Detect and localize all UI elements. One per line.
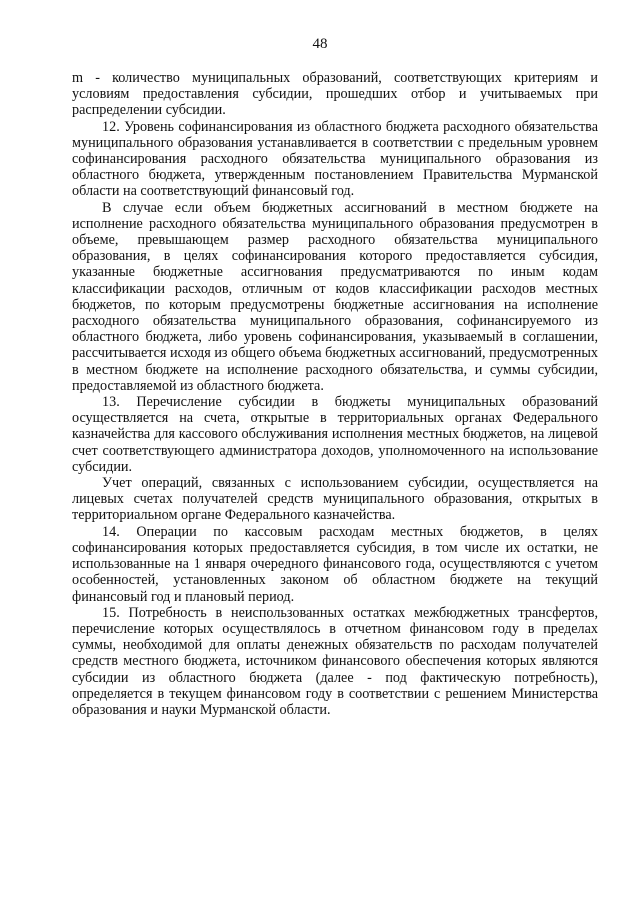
page-number: 48: [312, 36, 328, 52]
paragraph-15-unused-balances: 15. Потребность в неиспользованных остатках межбюджетных трансфертов, перечисление которых осуществлялось в отчетном финансовом году в пределах суммы, необходимой для оплаты денежных обязательств по расходам получателей средств местного бюджета, источником финансового обеспечения которых являются субсидии из областного бюджета (далее - под фактическую потребность), определяется в текущем финансовом году в соответствии с решением Министерства образования и науки Мурманской области.: [72, 604, 598, 718]
paragraph-12-cofinancing-level: 12. Уровень софинансирования из областного бюджета расходного обязательства муниципального образования устанавливается в соответствии с предельным уровнем софинансирования расходного обязательства муниципального образования из областного бюджета, утвержденным постановлением Правительства Мурманской области на соответствующий финансовый год.: [72, 118, 598, 200]
document-body: [72, 70, 598, 718]
paragraph-13-subsidy-transfer: 13. Перечисление субсидии в бюджеты муниципальных образований осуществляется на счета, открытые в территориальных органах Федерального казначейства для кассового обслуживания исполнения местных бюджетов, на лицевой счет соответствующего администратора доходов, уполномоченного на использование субсидии.: [72, 394, 598, 475]
paragraph-budget-allocations: В случае если объем бюджетных ассигнований в местном бюджете на исполнение расходного обязательства муниципального образования предусмотрен в объеме, превышающем размер расходного обязательства муниципального образования, в целях софинансирования которого предоставляется субсидия, указанные бюджетные ассигнования предусматриваются по иным кодам классификации расходов, отличным от кодов классификации расходов местных бюджетов, по которым предусмотрены бюджетные ассигнования на исполнение расходного обязательства муниципального образования, софинансируемого из областного бюджета, либо уровень софинансирования, указываемый в соглашении, рассчитывается исходя из общего объема бюджетных ассигнований, предусмотренных в местном бюджете на исполнение расходного обязательства, и суммы субсидии, предоставляемой из областного бюджета.: [72, 199, 598, 394]
paragraph-14-cash-operations: 14. Операции по кассовым расходам местных бюджетов, в целях софинансирования которых предоставляется субсидия, в том числе их остатки, не использованные на 1 января очередного финансового года, осуществляются с учетом особенностей, установленных законом об областном бюджете на текущий финансовый год и плановый период.: [72, 523, 598, 605]
paragraph-accounting-operations: Учет операций, связанных с использованием субсидии, осуществляется на лицевых счетах получателей средств муниципального образования, открытых в территориальном органе Федерального казначейства.: [72, 475, 598, 524]
paragraph-m-definition: m - количество муниципальных образований, соответствующих критериям и условиям предоставления субсидии, прошедших отбор и учитываемых при распределении субсидии.: [72, 70, 598, 119]
